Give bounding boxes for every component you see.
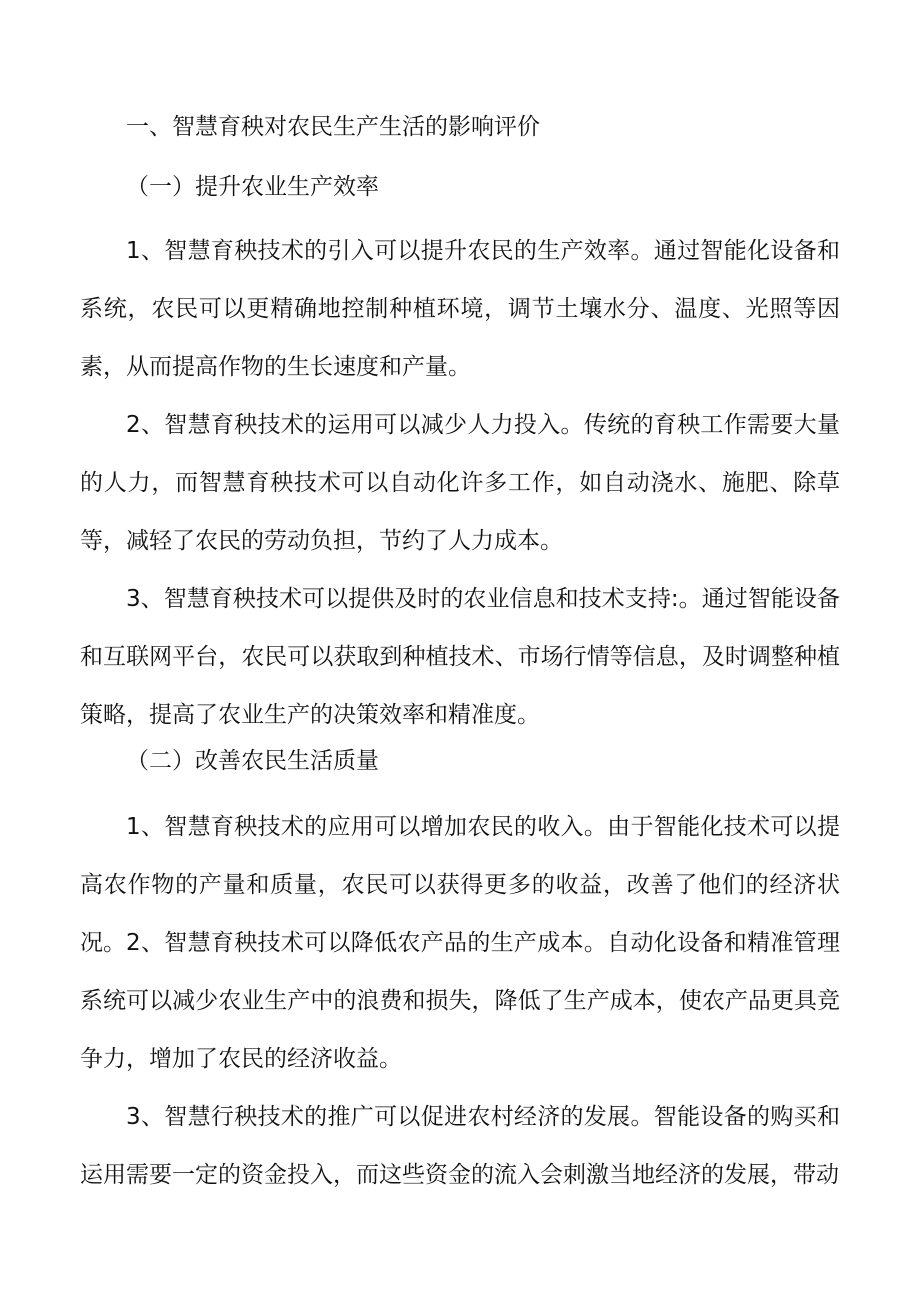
section-2-paragraph-2: 2、智慧育秧技术可以降低农产品的生产成本。自动化设备和精准管理系统可以减少农业生产中的浪费和损失，降低了生产成本，使农产品更具竞争力，增加了农民的经济收益。 [80,930,840,1072]
section-2-title: （二）改善农民生活质量 [126,748,379,774]
section-1-paragraph-1: 1、智慧育秧技术的引入可以提升农民的生产效率。通过智能化设备和系统，农民可以更精确地控制种植环境，调节土壤水分、温度、光照等因素，从而提高作物的生长速度和产量。 [80,238,840,380]
section-1-title: （一）提升农业生产效率 [126,174,379,200]
section-2-paragraph-1: 1、智慧育秧技术的应用可以增加农民的收入。由于智能化技术可以提高农作物的产量和质量，农民可以获得更多的收益，改善了他们的经济状况。 [80,814,840,956]
section-2-paragraph-3: 3、智慧行秧技术的推广可以促进农村经济的发展。智能设备的购买和运用需要一定的资金投入，而这些资金的流入会刺激当地经济的发展，带动 [80,1104,840,1188]
section-1-paragraph-3: 3、智慧育秧技术可以提供及时的农业信息和技术支持:。通过智能设备和互联网平台，农民可以获取到种植技术、市场行情等信息，及时调整种植策略，提高了农业生产的决策效率和精准度。 [80,586,840,728]
section-1-paragraph-2: 2、智慧育秧技术的运用可以减少人力投入。传统的育秧工作需要大量的人力，而智慧育秧技术可以自动化许多工作，如自动浇水、施肥、除草等，减轻了农民的劳动负担，节约了人力成本。 [80,412,840,554]
main-heading: 一、智慧育秧对农民生产生活的影响评价 [126,114,540,140]
